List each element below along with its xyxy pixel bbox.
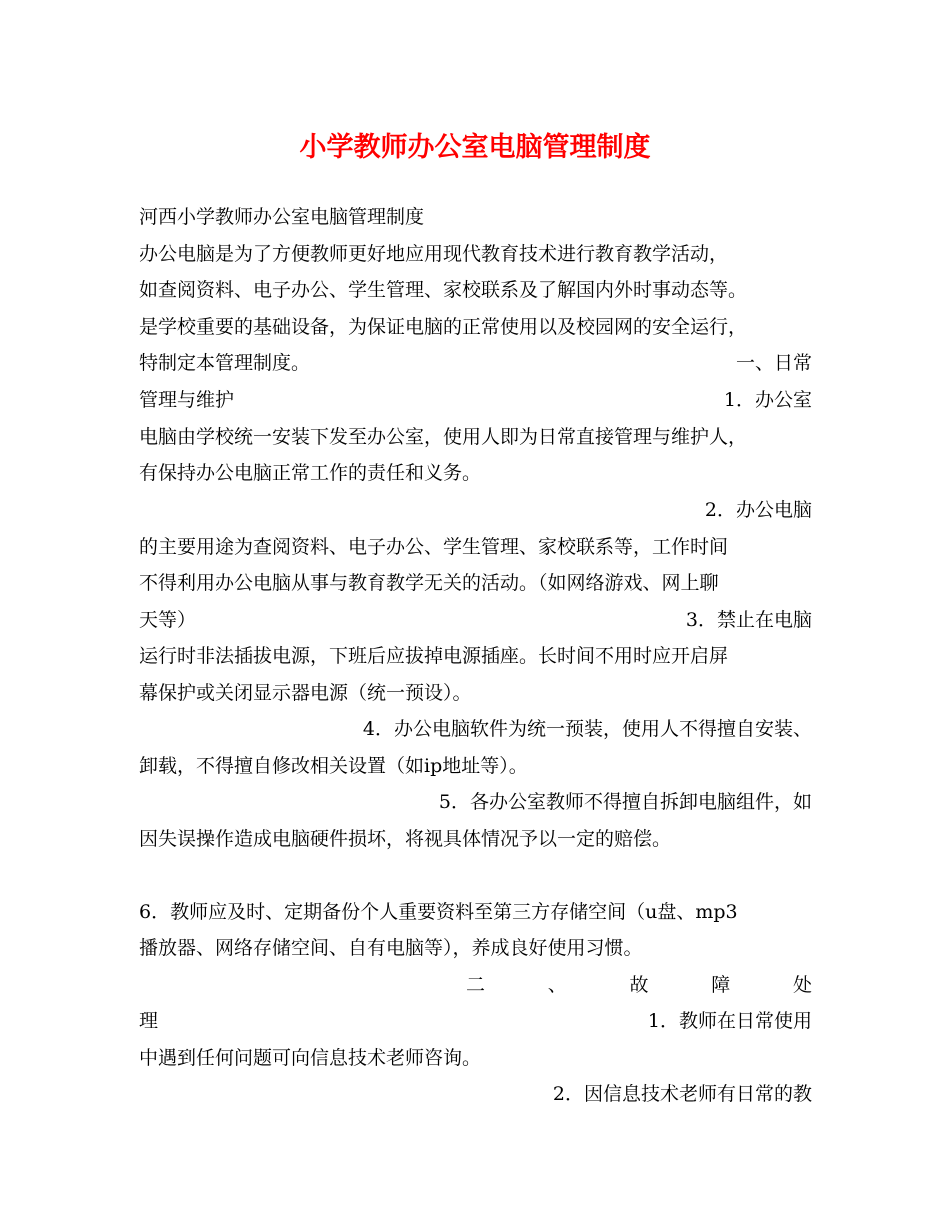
text-line: 播放器、网络存储空间、自有电脑等），养成良好使用习惯。 bbox=[139, 937, 643, 959]
text-line: 运行时非法插拔电源，下班后应拔掉电源插座。长时间不用时应开启屏 bbox=[139, 645, 729, 667]
text-line: 有保持办公电脑正常工作的责任和义务。 bbox=[139, 462, 482, 484]
text-line: 因失误操作造成电脑硬件损坏，将视具体情况予以一定的赔偿。 bbox=[139, 828, 672, 850]
text-line bbox=[139, 603, 812, 637]
text-line: 不得利用办公电脑从事与教育教学无关的活动。（如网络游戏、网上聊 bbox=[139, 572, 719, 594]
section-heading bbox=[139, 968, 812, 1002]
text-line: 中遇到任何问题可向信息技术老师咨询。 bbox=[139, 1047, 482, 1069]
heading-char: 二 bbox=[466, 974, 486, 996]
heading-char: 障 bbox=[711, 974, 731, 996]
text-line: 5．各办公室教师不得擅自拆卸电脑组件，如 bbox=[438, 791, 812, 813]
section-heading: 管理与维护 bbox=[139, 389, 235, 411]
text-line: 是学校重要的基础设备，为保证电脑的正常使用以及校园网的安全运行， bbox=[139, 316, 748, 338]
heading-char: 、 bbox=[547, 974, 567, 996]
text-line bbox=[139, 1004, 812, 1038]
heading-char: 故 bbox=[629, 974, 649, 996]
text-line: 办公电脑是为了方便教师更好地应用现代教育技术进行教育教学活动， bbox=[139, 243, 729, 265]
text-fragment: 3．禁止在电脑 bbox=[685, 609, 812, 631]
text-line: 电脑由学校统一安装下发至办公室，使用人即为日常直接管理与维护人， bbox=[139, 426, 748, 448]
text-line: 幕保护或关闭显示器电源（统一预设）。 bbox=[139, 682, 472, 704]
text-line: 4．办公电脑软件为统一预装，使用人不得擅自安装、 bbox=[362, 718, 812, 740]
text-fragment: 天等） bbox=[139, 609, 197, 631]
text-line: 2．办公电脑 bbox=[704, 499, 812, 521]
text-line: 如查阅资料、电子办公、学生管理、家校联系及了解国内外时事动态等。 bbox=[139, 279, 748, 301]
heading-char: 处 bbox=[792, 974, 812, 996]
text-line bbox=[139, 346, 812, 380]
text-line: 卸载，不得擅自修改相关设置（如ip地址等）。 bbox=[139, 755, 528, 777]
text-line: 的主要用途为查阅资料、电子办公、学生管理、家校联系等，工作时间 bbox=[139, 536, 729, 558]
text-line: 6．教师应及时、定期备份个人重要资料至第三方存储空间（u盘、mp3 bbox=[139, 901, 738, 923]
text-fragment: 1．教师在日常使用 bbox=[647, 1010, 812, 1032]
section-heading: 一、日常 bbox=[735, 352, 812, 374]
text-line bbox=[139, 383, 812, 417]
text-line: 2．因信息技术老师有日常的教 bbox=[552, 1083, 812, 1105]
document-title: 小学教师办公室电脑管理制度 bbox=[299, 132, 651, 163]
text-line: 河西小学教师办公室电脑管理制度 bbox=[139, 206, 425, 228]
text-fragment: 特制定本管理制度。 bbox=[139, 352, 311, 374]
section-heading: 理 bbox=[139, 1010, 159, 1032]
text-fragment: 1．办公室 bbox=[723, 389, 812, 411]
